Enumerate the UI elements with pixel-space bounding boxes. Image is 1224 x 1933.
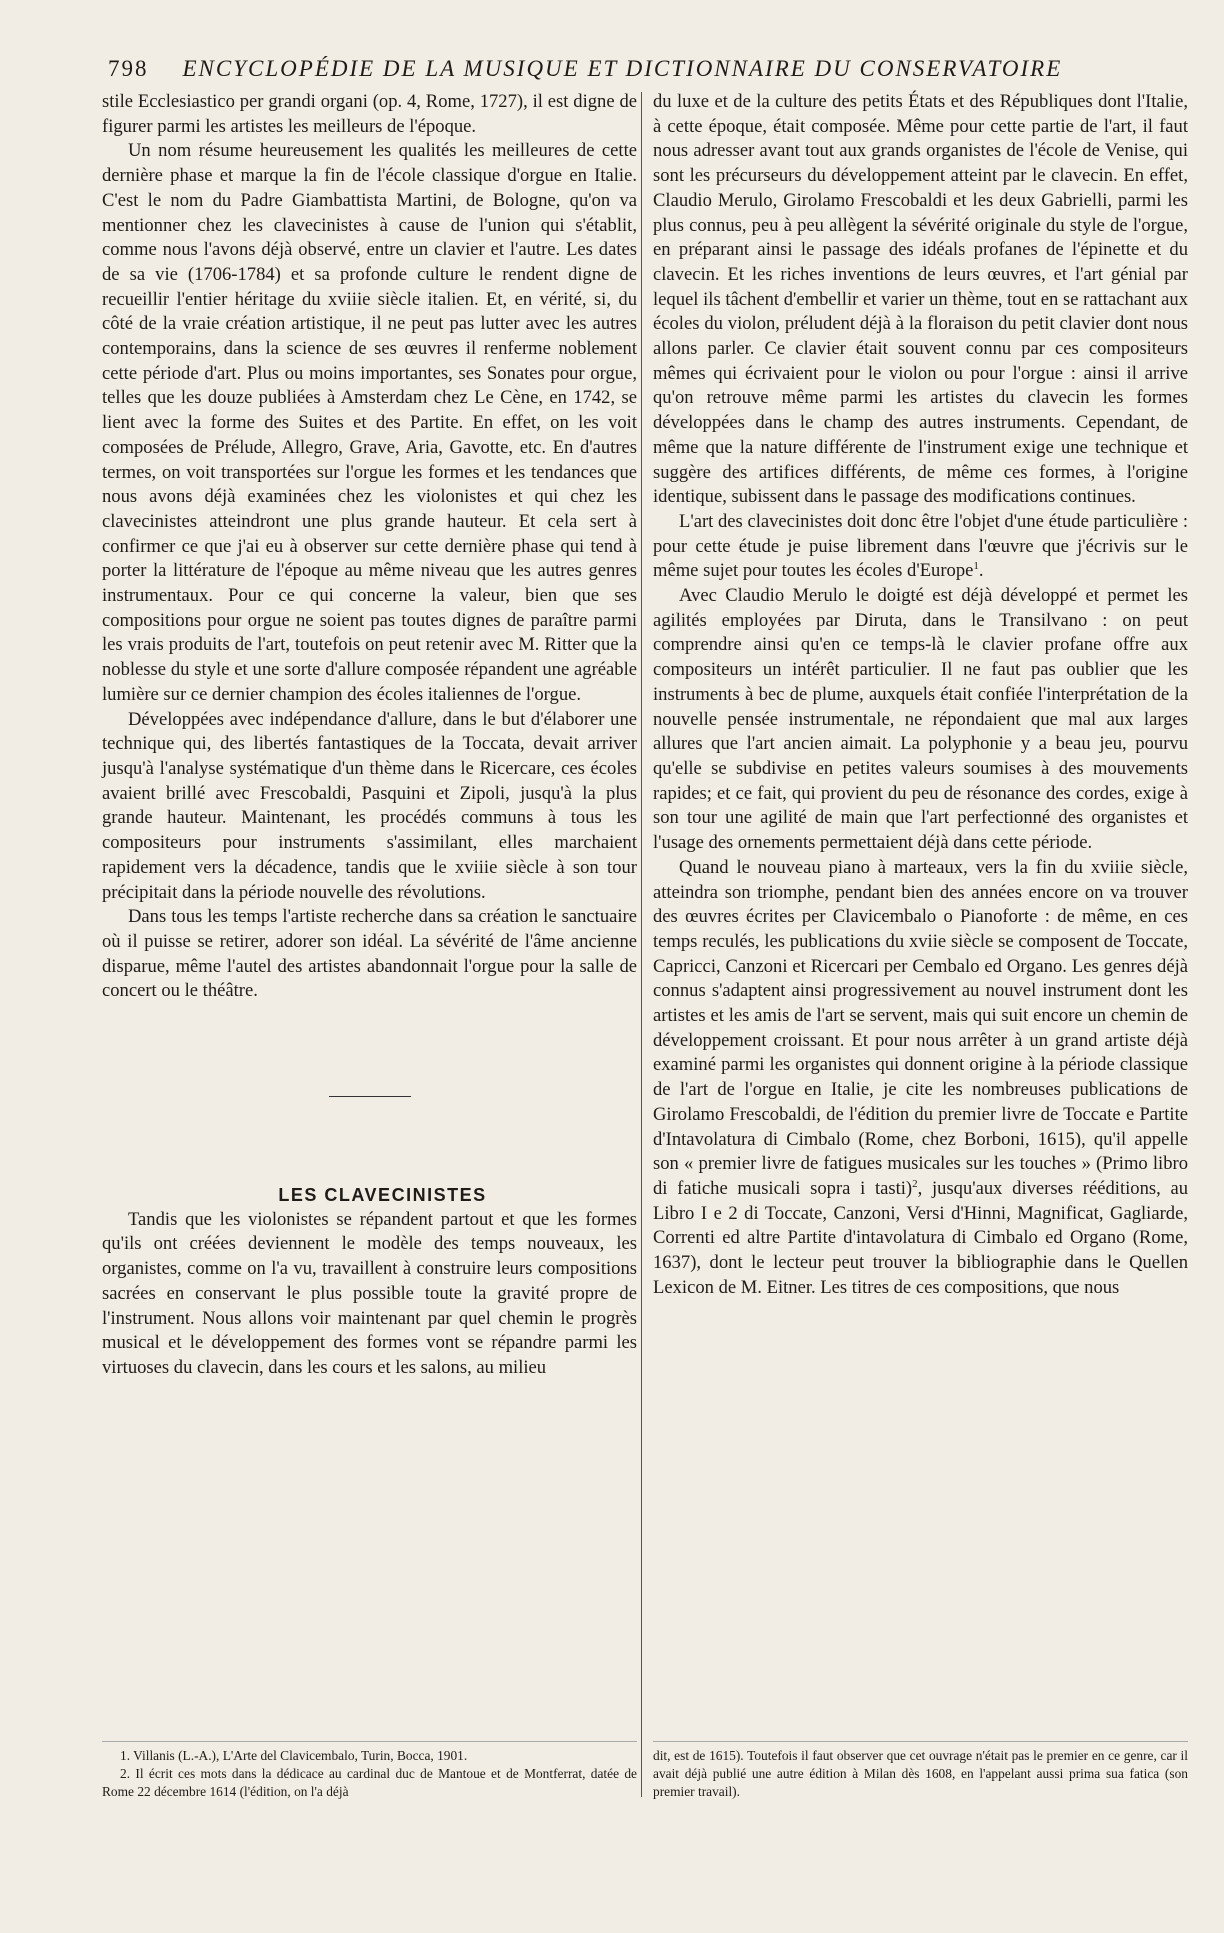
paragraph-martini: Un nom résume heureusement les qualités les meilleures de cette dernière phase et marque la fin de l'école classique d'orgue en Italie. C'est le nom du Padre Giambattista Martini, de Bologne, qu'on va mentionner chez les clavecinistes à cause de l'union qui s'établit, comme nous l'avons déjà observé, entre un clavier et l'autre. Les dates de sa vie (1706-1784) et sa profonde culture le rendent digne de recueillir l'entier héritage du xviiie siècle italien. Et, en vérité, si, du côté de la vraie création artistique, il ne peut pas lutter avec les autres contemporains, dans la science de ses œuvres il renferme noblement cette période d'art. Plus ou moins importantes, ses Sonates pour orgue, telles que les douze publiées à Amsterdam chez Le Cène, en 1742, se lient avec la forme des Suites et des Partite. En effet, on les voit composées de Prélude, Allegro, Grave, Aria, Gavotte, etc. En d'autres termes, on voit transportées sur l'orgue les formes et les tendances que nous avons déjà examinées chez les violonistes et qui chez les clavecinistes atteindront une plus grande hauteur. Et cela sert à confirmer ce que j'ai eu à observer sur cette dernière phase qui tend à porter la littérature de l'époque au même niveau que les autres genres instrumentaux. Pour ce qui concerne la valeur, bien que ses compositions pour orgue ne soient pas toutes dignes de paraître parmi les vrais produits de l'art, toutefois on peut retenir avec M. Ritter que la noblesse du style et une sorte d'allure composée répandent une agréable lumière sur ce dernier champion des écoles italiennes de l'orgue. bbox=[102, 140, 637, 705]
paragraph-merulo: Avec Claudio Merulo le doigté est déjà développé et permet les agilités employées par Diruta, dans le Transilvano : on peut comprendre ainsi qu'en ce temps-là le clavier profane offre aux compositeurs un intérêt particulier. Il ne faut pas oublier que les instruments à bec de plume, auxquels était confiée l'interprétation de la nouvelle pensée instrumentale, ne répondaient que mal aux larges allures que l'art ancien aimait. La polyphonie y a beau jeu, pourvu qu'elle se subdivise en petites valeurs soumises à des mouvements rapides; et ce fait, qui provient du peu de résonance des cordes, exige à son tour une agilité de main que l'art perfectionné des organistes et l'usage des ornements permettaient déjà dans cette période. bbox=[653, 585, 1188, 854]
section-separator bbox=[329, 1096, 411, 1097]
footnotes-left bbox=[102, 1747, 637, 1801]
footnote-ref-2: 2 bbox=[912, 1177, 918, 1190]
paragraph-piano bbox=[653, 856, 1188, 1301]
paragraph-study-text: L'art des clavecinistes doit donc être l'objet d'une étude particulière : pour cette étude je puise librement dans l'œuvre que j'écrivis sur le même sujet pour toutes les écoles d'Europe bbox=[653, 510, 1188, 582]
paragraph-clavecinistes-intro: Tandis que les violonistes se répandent partout et que les formes qu'ils ont créées deviennent le modèle des temps nouveaux, les organistes, comme on l'a vu, travaillent à construire leurs compositions sacrées en conservant le plus possible toute la gravité propre de l'instrument. Nous allons voir maintenant par quel chemin le progrès musical et le développement des formes vont se répandre parmi les virtuoses du clavecin, dans les cours et les salons, au milieu bbox=[102, 1208, 637, 1378]
running-head bbox=[108, 56, 1188, 86]
footnote-rule-left bbox=[102, 1741, 637, 1742]
footnote-1: 1. Villanis (L.-A.), L'Arte del Clavicembalo, Turin, Bocca, 1901. bbox=[120, 1748, 468, 1763]
running-title: ENCYCLOPÉDIE DE LA MUSIQUE ET DICTIONNAIRE DU CONSERVATOIRE bbox=[182, 56, 1063, 81]
left-column bbox=[102, 90, 637, 1381]
paragraph-schools: Développées avec indépendance d'allure, dans le but d'élaborer une technique qui, des libertés fantastiques de la Toccata, devait arriver jusqu'à l'analyse systématique d'un thème dans le Ricercare, ces écoles avaient brillé avec Frescobaldi, Pasquini et Zipoli, jusqu'à la plus grande hauteur. Maintenant, les procédés communs à tous les compositeurs pour instruments s'assimilant, elles marchaient rapidement vers la décadence, tandis que le xviiie siècle à son tour précipitait dans la période nouvelle des révolutions. bbox=[102, 708, 637, 903]
section-title: LES CLAVECINISTES bbox=[278, 1185, 487, 1206]
paragraph-artist: Dans tous les temps l'artiste recherche dans sa création le sanctuaire où il puisse se retirer, adorer son idéal. La sévérité de l'âme ancienne disparue, même l'autel des artistes abandonnait l'orgue pour la salle de concert ou le théâtre. bbox=[102, 906, 637, 1002]
footnote-2-continued: dit, est de 1615). Toutefois il faut observer que cet ouvrage n'était pas le premier en ce genre, car il avait déjà publié une autre édition à Milan dès 1608, en l'appelant aussi prima sua fatica (son premier travail). bbox=[653, 1748, 1188, 1799]
footnote-ref-1: 1 bbox=[973, 560, 979, 573]
page-number: 798 bbox=[108, 56, 149, 81]
paragraph-piano-text-a: Quand le nouveau piano à marteaux, vers la fin du xviiie siècle, atteindra son triomphe, pendant bien des années encore on va trouver des œuvres écrites per Clavicembalo o Pianoforte : de même, en ces temps reculés, les publications du xviie siècle se composent de Toccate, Capricci, Canzoni et Ricercari per Cembalo ed Organo. Les genres déjà connus s'adaptent ainsi progressivement au nouvel instrument dont les artistes et les amis de l'art se servent, mais qui suit encore un chemin de développement croissant. Et pour nous arrêter à un grand artiste déjà examiné parmi les organistes qui donnent origine à la période classique de l'art de l'orgue en Italie, je cite les nombreuses publications de Girolamo Frescobaldi, de l'édition du premier livre de Toccate e Partite d'Intavolatura di Cimbalo (Rome, chez Borboni, 1615), qu'il appelle son « premier livre de fatigues musicales sur les touches » (Primo libro di fatiche musicali sopra i tasti) bbox=[653, 856, 1188, 1199]
footnotes-right bbox=[653, 1747, 1188, 1801]
right-column bbox=[653, 90, 1188, 1300]
paragraph-study: L'art des clavecinistes doit donc être l'objet d'une étude particulière : pour cette étude je puise librement dans l'œuvre que j'écrivis sur le même sujet pour toutes les écoles d'Europe$^1$. bbox=[653, 510, 1188, 582]
paragraph-continued: stile Ecclesiastico per grandi organi (op. 4, Rome, 1727), il est digne de figurer parmi les artistes les meilleurs de l'époque. bbox=[102, 91, 637, 137]
column-divider bbox=[641, 92, 642, 1797]
paragraph-piano-text-b: , jusqu'aux diverses rééditions, au Libro I e 2 di Toccate, Canzoni, Versi d'Hinni, Magnificat, Gagliarde, Correnti ed altre Partite d'intavolatura di Cimbalo ed Organo (Rome, 1637), dont le lecteur peut trouver la bibliographie dans le Quellen Lexicon de M. Eitner. Les titres de ces compositions, que nous bbox=[653, 1177, 1189, 1298]
footnote-2: 2. Il écrit ces mots dans la dédicace au cardinal duc de Mantoue et de Montferrat, datée de Rome 22 décembre 1614 (l'édition, on l'a déjà bbox=[102, 1766, 637, 1799]
footnote-rule-right bbox=[653, 1741, 1188, 1742]
paragraph-venice: du luxe et de la culture des petits États et des Républiques dont l'Italie, à cette époque, était composée. Même pour cette partie de l'art, il faut nous adresser avant tout aux grands organistes de l'école de Venise, qui sont les précurseurs du développement atteint par le clavecin. En effet, Claudio Merulo, Girolamo Frescobaldi et les deux Gabrielli, parmi les plus connus, peu à peu allègent la sévérité originale du style de l'orgue, en préparant ainsi le passage des idéals profanes de l'épinette et du clavecin. Et les riches inventions de leurs œuvres, et l'art génial par lequel ils tâchent d'embellir et varier un thème, tout en se rattachant aux écoles du violon, préludent déjà à la floraison du petit clavier dont nous allons parler. Ce clavier était souvent connu par ces compositeurs mêmes qui écrivaient pour le violon ou pour l'orgue : ainsi il arrive qu'on retrouve même parmi les artistes du clavecin les formes développées dans le champ des autres instruments. Cependant, de même que la nature différente de l'instrument exige une technique et suggère des artifices différents, de même ces formes, à l'origine identique, subissent dans le passage des modifications continues. bbox=[653, 91, 1188, 508]
